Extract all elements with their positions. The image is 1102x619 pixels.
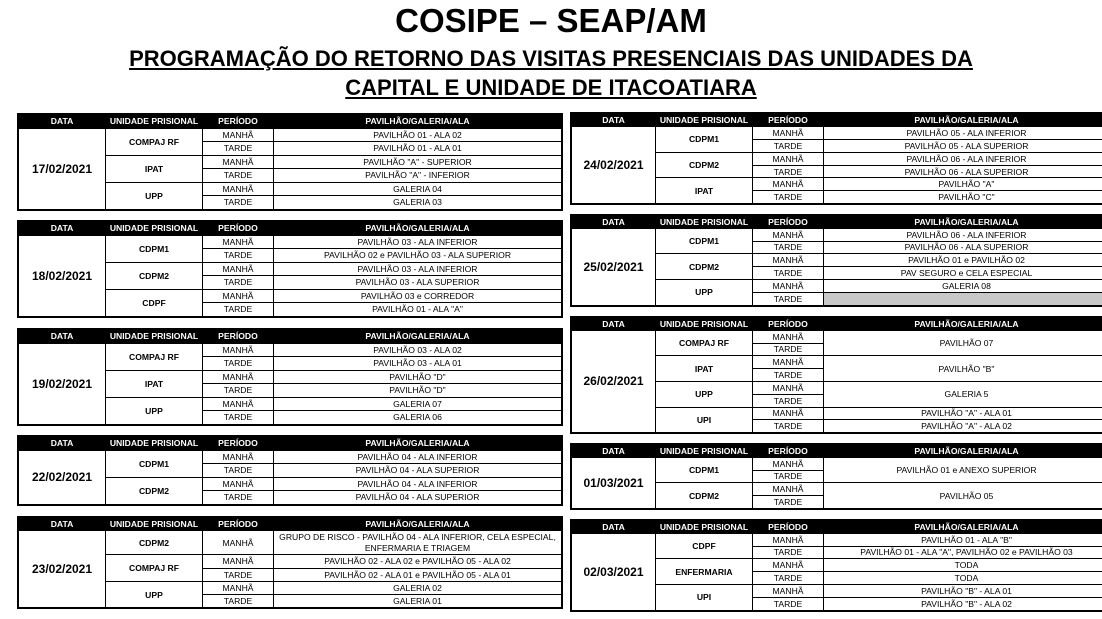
column-header-location: PAVILHÃO/GALERIA/ALA xyxy=(274,222,562,236)
period-cell: MANHÃ xyxy=(753,330,824,343)
column-header-location: PAVILHÃO/GALERIA/ALA xyxy=(274,330,562,344)
period-cell: MANHÃ xyxy=(203,477,274,491)
period-cell: TARDE xyxy=(753,369,824,382)
location-cell: PAVILHÃO "A" - ALA 02 xyxy=(824,420,1102,433)
table-row xyxy=(572,457,1102,470)
schedule-table xyxy=(18,517,562,608)
date-cell: 01/03/2021 xyxy=(572,457,656,508)
location-cell: GALERIA 5 xyxy=(824,381,1102,407)
period-cell: TARDE xyxy=(203,196,274,210)
period-cell: MANHÃ xyxy=(753,279,824,292)
table-row xyxy=(572,228,1102,241)
period-cell: MANHÃ xyxy=(753,254,824,267)
schedule-table xyxy=(571,215,1102,306)
date-cell: 19/02/2021 xyxy=(19,343,106,424)
page-subtitle-line2: CAPITAL E UNIDADE DE ITACOATIARA xyxy=(345,75,757,100)
unit-cell: CDPM2 xyxy=(656,254,753,280)
location-cell: PAVILHÃO 04 - ALA INFERIOR xyxy=(274,450,562,464)
period-cell: MANHÃ xyxy=(753,381,824,394)
location-cell: PAV SEGURO e CELA ESPECIAL xyxy=(824,267,1102,280)
period-cell: TARDE xyxy=(203,303,274,317)
unit-cell: IPAT xyxy=(656,178,753,204)
column-header-period: PERÍODO xyxy=(203,330,274,344)
location-cell: PAVILHÃO "A" - ALA 01 xyxy=(824,407,1102,420)
location-cell: PAVILHÃO "D" xyxy=(274,370,562,384)
location-cell: TODA xyxy=(824,559,1102,572)
location-cell: PAVILHÃO 03 - ALA INFERIOR xyxy=(274,262,562,276)
column-header-date: DATA xyxy=(19,330,106,344)
unit-cell: UPP xyxy=(106,581,203,608)
schedule-table xyxy=(571,317,1102,433)
unit-cell: COMPAJ RF xyxy=(106,555,203,582)
location-cell: PAVILHÃO "C" xyxy=(824,191,1102,204)
period-cell: TARDE xyxy=(753,597,824,610)
unit-cell: CDPM2 xyxy=(656,152,753,178)
period-cell: MANHÃ xyxy=(203,289,274,303)
period-cell: TARDE xyxy=(203,276,274,290)
location-cell: PAVILHÃO 01 - ALA 02 xyxy=(274,128,562,142)
period-cell: MANHÃ xyxy=(753,559,824,572)
unit-cell: UPP xyxy=(106,182,203,209)
column-header-date: DATA xyxy=(572,216,656,229)
location-cell: PAVILHÃO 01 - ALA "A" xyxy=(274,303,562,317)
period-cell: TARDE xyxy=(203,491,274,505)
column-header-location: PAVILHÃO/GALERIA/ALA xyxy=(274,115,562,129)
column-header-period: PERÍODO xyxy=(753,216,824,229)
location-cell: PAVILHÃO 04 - ALA SUPERIOR xyxy=(274,464,562,478)
period-cell: MANHÃ xyxy=(203,555,274,568)
period-cell: MANHÃ xyxy=(203,128,274,142)
date-cell: 25/02/2021 xyxy=(572,228,656,305)
location-cell: GALERIA 06 xyxy=(274,411,562,425)
period-cell: TARDE xyxy=(203,142,274,156)
location-cell: PAVILHÃO 06 - ALA INFERIOR xyxy=(824,228,1102,241)
unit-cell: CDPM1 xyxy=(656,228,753,254)
period-cell: MANHÃ xyxy=(753,126,824,139)
column-header-date: DATA xyxy=(572,114,656,127)
schedule-table xyxy=(571,520,1102,611)
location-cell: PAVILHÃO 04 - ALA SUPERIOR xyxy=(274,491,562,505)
location-cell: PAVILHÃO "A" - INFERIOR xyxy=(274,169,562,183)
period-cell: MANHÃ xyxy=(753,356,824,369)
column-header-period: PERÍODO xyxy=(753,521,824,534)
unit-cell: IPAT xyxy=(106,155,203,182)
table-row xyxy=(19,531,562,555)
location-cell: PAVILHÃO 03 - ALA INFERIOR xyxy=(274,235,562,249)
period-cell: TARDE xyxy=(753,394,824,407)
location-cell: PAVILHÃO 05 - ALA SUPERIOR xyxy=(824,139,1102,152)
schedule-table xyxy=(18,114,562,210)
location-cell: PAVILHÃO 02 - ALA 01 e PAVILHÃO 05 - ALA 01 xyxy=(274,568,562,581)
period-cell: MANHÃ xyxy=(753,584,824,597)
column-header-unit: UNIDADE PRISIONAL xyxy=(106,330,203,344)
table-row xyxy=(19,235,562,249)
location-cell: TODA xyxy=(824,572,1102,585)
period-cell: MANHÃ xyxy=(753,178,824,191)
unit-cell: CDPM1 xyxy=(106,235,203,262)
column-header-unit: UNIDADE PRISIONAL xyxy=(106,115,203,129)
period-cell: MANHÃ xyxy=(203,581,274,594)
location-cell: PAVILHÃO 02 e PAVILHÃO 03 - ALA SUPERIOR xyxy=(274,249,562,263)
period-cell: TARDE xyxy=(753,267,824,280)
location-cell: GALERIA 02 xyxy=(274,581,562,594)
schedule-table xyxy=(18,436,562,505)
location-cell: PAVILHÃO "D" xyxy=(274,384,562,398)
table-row xyxy=(19,450,562,464)
unit-cell: CDPM1 xyxy=(656,457,753,483)
unit-cell: UPI xyxy=(656,407,753,433)
column-header-location: PAVILHÃO/GALERIA/ALA xyxy=(824,216,1102,229)
table-row xyxy=(19,128,562,142)
period-cell: MANHÃ xyxy=(753,483,824,496)
location-cell: PAVILHÃO 03 e CORREDOR xyxy=(274,289,562,303)
date-cell: 17/02/2021 xyxy=(19,128,106,209)
location-cell: PAVILHÃO "A" - SUPERIOR xyxy=(274,155,562,169)
column-header-period: PERÍODO xyxy=(753,318,824,331)
table-row xyxy=(19,343,562,357)
date-cell: 22/02/2021 xyxy=(19,450,106,504)
period-cell: MANHÃ xyxy=(203,155,274,169)
period-cell: TARDE xyxy=(753,191,824,204)
location-cell: PAVILHÃO 06 - ALA SUPERIOR xyxy=(824,241,1102,254)
location-cell: PAVILHÃO 04 - ALA INFERIOR xyxy=(274,477,562,491)
column-header-period: PERÍODO xyxy=(203,518,274,531)
period-cell: TARDE xyxy=(753,343,824,356)
column-header-location: PAVILHÃO/GALERIA/ALA xyxy=(274,518,562,531)
page-title: COSIPE – SEAP/AM xyxy=(395,2,707,39)
location-cell: PAVILHÃO 03 - ALA 02 xyxy=(274,343,562,357)
unit-cell: ENFERMARIA xyxy=(656,559,753,585)
period-cell: TARDE xyxy=(203,249,274,263)
location-cell: PAVILHÃO 01 - ALA 01 xyxy=(274,142,562,156)
schedule-table xyxy=(18,221,562,317)
location-cell: GALERIA 03 xyxy=(274,196,562,210)
column-header-unit: UNIDADE PRISIONAL xyxy=(106,437,203,451)
period-cell: TARDE xyxy=(753,241,824,254)
period-cell: TARDE xyxy=(203,411,274,425)
column-header-period: PERÍODO xyxy=(753,114,824,127)
period-cell: TARDE xyxy=(203,169,274,183)
column-header-location: PAVILHÃO/GALERIA/ALA xyxy=(824,521,1102,534)
period-cell: MANHÃ xyxy=(753,152,824,165)
unit-cell: UPP xyxy=(656,279,753,305)
column-header-unit: UNIDADE PRISIONAL xyxy=(656,318,753,331)
location-cell: PAVILHÃO 03 - ALA SUPERIOR xyxy=(274,276,562,290)
period-cell: TARDE xyxy=(753,420,824,433)
unit-cell: COMPAJ RF xyxy=(656,330,753,356)
schedule-table xyxy=(18,329,562,425)
period-cell: TARDE xyxy=(753,292,824,305)
period-cell: MANHÃ xyxy=(203,343,274,357)
table-row xyxy=(572,533,1102,546)
period-cell: TARDE xyxy=(203,595,274,608)
unit-cell: UPP xyxy=(106,397,203,424)
location-cell: PAVILHÃO 03 - ALA 01 xyxy=(274,357,562,371)
page-subtitle-line1: PROGRAMAÇÃO DO RETORNO DAS VISITAS PRESENCIAIS DAS UNIDADES DA xyxy=(129,46,973,71)
location-cell: PAVILHÃO "B" - ALA 02 xyxy=(824,597,1102,610)
unit-cell: CDPM1 xyxy=(656,126,753,152)
column-header-location: PAVILHÃO/GALERIA/ALA xyxy=(824,318,1102,331)
unit-cell: COMPAJ RF xyxy=(106,128,203,155)
unit-cell: UPP xyxy=(656,381,753,407)
column-header-unit: UNIDADE PRISIONAL xyxy=(656,216,753,229)
period-cell: TARDE xyxy=(753,572,824,585)
location-cell xyxy=(824,292,1102,305)
unit-cell: CDPM2 xyxy=(106,477,203,504)
location-cell: PAVILHÃO 06 - ALA SUPERIOR xyxy=(824,165,1102,178)
location-cell: PAVILHÃO 02 - ALA 02 e PAVILHÃO 05 - ALA 02 xyxy=(274,555,562,568)
date-cell: 18/02/2021 xyxy=(19,235,106,316)
period-cell: TARDE xyxy=(203,357,274,371)
location-cell: PAVILHÃO "B" xyxy=(824,356,1102,382)
unit-cell: IPAT xyxy=(656,356,753,382)
column-header-date: DATA xyxy=(572,521,656,534)
location-cell: GALERIA 08 xyxy=(824,279,1102,292)
period-cell: MANHÃ xyxy=(753,457,824,470)
column-header-date: DATA xyxy=(572,445,656,458)
unit-cell: CDPF xyxy=(656,533,753,559)
column-header-unit: UNIDADE PRISIONAL xyxy=(656,114,753,127)
column-header-date: DATA xyxy=(19,437,106,451)
unit-cell: CDPM2 xyxy=(106,262,203,289)
period-cell: MANHÃ xyxy=(203,450,274,464)
unit-cell: CDPF xyxy=(106,289,203,316)
date-cell: 02/03/2021 xyxy=(572,533,656,610)
unit-cell: CDPM2 xyxy=(106,531,203,555)
location-cell: PAVILHÃO 06 - ALA INFERIOR xyxy=(824,152,1102,165)
date-cell: 23/02/2021 xyxy=(19,531,106,608)
column-header-date: DATA xyxy=(572,318,656,331)
period-cell: TARDE xyxy=(753,470,824,483)
period-cell: MANHÃ xyxy=(753,407,824,420)
column-header-date: DATA xyxy=(19,518,106,531)
period-cell: MANHÃ xyxy=(203,235,274,249)
period-cell: TARDE xyxy=(753,165,824,178)
period-cell: MANHÃ xyxy=(203,397,274,411)
table-row xyxy=(572,330,1102,343)
period-cell: MANHÃ xyxy=(753,228,824,241)
column-header-period: PERÍODO xyxy=(203,222,274,236)
period-cell: MANHÃ xyxy=(203,370,274,384)
period-cell: MANHÃ xyxy=(203,531,274,555)
location-cell: PAVILHÃO 01 - ALA "A", PAVILHÃO 02 e PAVILHÃO 03 xyxy=(824,546,1102,559)
location-cell: PAVILHÃO 01 e PAVILHÃO 02 xyxy=(824,254,1102,267)
schedule-table xyxy=(571,113,1102,204)
location-cell: PAVILHÃO "B" - ALA 01 xyxy=(824,584,1102,597)
location-cell: GALERIA 07 xyxy=(274,397,562,411)
period-cell: TARDE xyxy=(753,139,824,152)
unit-cell: UPI xyxy=(656,584,753,610)
column-header-period: PERÍODO xyxy=(753,445,824,458)
period-cell: TARDE xyxy=(753,496,824,509)
date-cell: 26/02/2021 xyxy=(572,330,656,432)
column-header-period: PERÍODO xyxy=(203,115,274,129)
location-cell: PAVILHÃO 07 xyxy=(824,330,1102,356)
location-cell: PAVILHÃO 05 xyxy=(824,483,1102,509)
period-cell: TARDE xyxy=(203,384,274,398)
location-cell: PAVILHÃO "A" xyxy=(824,178,1102,191)
location-cell: PAVILHÃO 05 - ALA INFERIOR xyxy=(824,126,1102,139)
column-header-unit: UNIDADE PRISIONAL xyxy=(656,445,753,458)
unit-cell: CDPM2 xyxy=(656,483,753,509)
column-header-location: PAVILHÃO/GALERIA/ALA xyxy=(824,445,1102,458)
column-header-location: PAVILHÃO/GALERIA/ALA xyxy=(274,437,562,451)
schedule-table xyxy=(571,444,1102,509)
location-cell: GALERIA 04 xyxy=(274,182,562,196)
period-cell: TARDE xyxy=(203,464,274,478)
location-cell: GRUPO DE RISCO - PAVILHÃO 04 - ALA INFERIOR, CELA ESPECIAL, ENFERMARIA E TRIAGEM xyxy=(274,531,562,555)
period-cell: MANHÃ xyxy=(203,182,274,196)
column-header-date: DATA xyxy=(19,115,106,129)
date-cell: 24/02/2021 xyxy=(572,126,656,203)
column-header-date: DATA xyxy=(19,222,106,236)
period-cell: TARDE xyxy=(753,546,824,559)
location-cell: PAVILHÃO 01 e ANEXO SUPERIOR xyxy=(824,457,1102,483)
period-cell: MANHÃ xyxy=(753,533,824,546)
column-header-unit: UNIDADE PRISIONAL xyxy=(106,518,203,531)
period-cell: TARDE xyxy=(203,568,274,581)
unit-cell: COMPAJ RF xyxy=(106,343,203,370)
table-row xyxy=(572,126,1102,139)
column-header-period: PERÍODO xyxy=(203,437,274,451)
period-cell: MANHÃ xyxy=(203,262,274,276)
column-header-unit: UNIDADE PRISIONAL xyxy=(656,521,753,534)
column-header-unit: UNIDADE PRISIONAL xyxy=(106,222,203,236)
unit-cell: IPAT xyxy=(106,370,203,397)
location-cell: PAVILHÃO 01 - ALA "B" xyxy=(824,533,1102,546)
location-cell: GALERIA 01 xyxy=(274,595,562,608)
column-header-location: PAVILHÃO/GALERIA/ALA xyxy=(824,114,1102,127)
unit-cell: CDPM1 xyxy=(106,450,203,477)
